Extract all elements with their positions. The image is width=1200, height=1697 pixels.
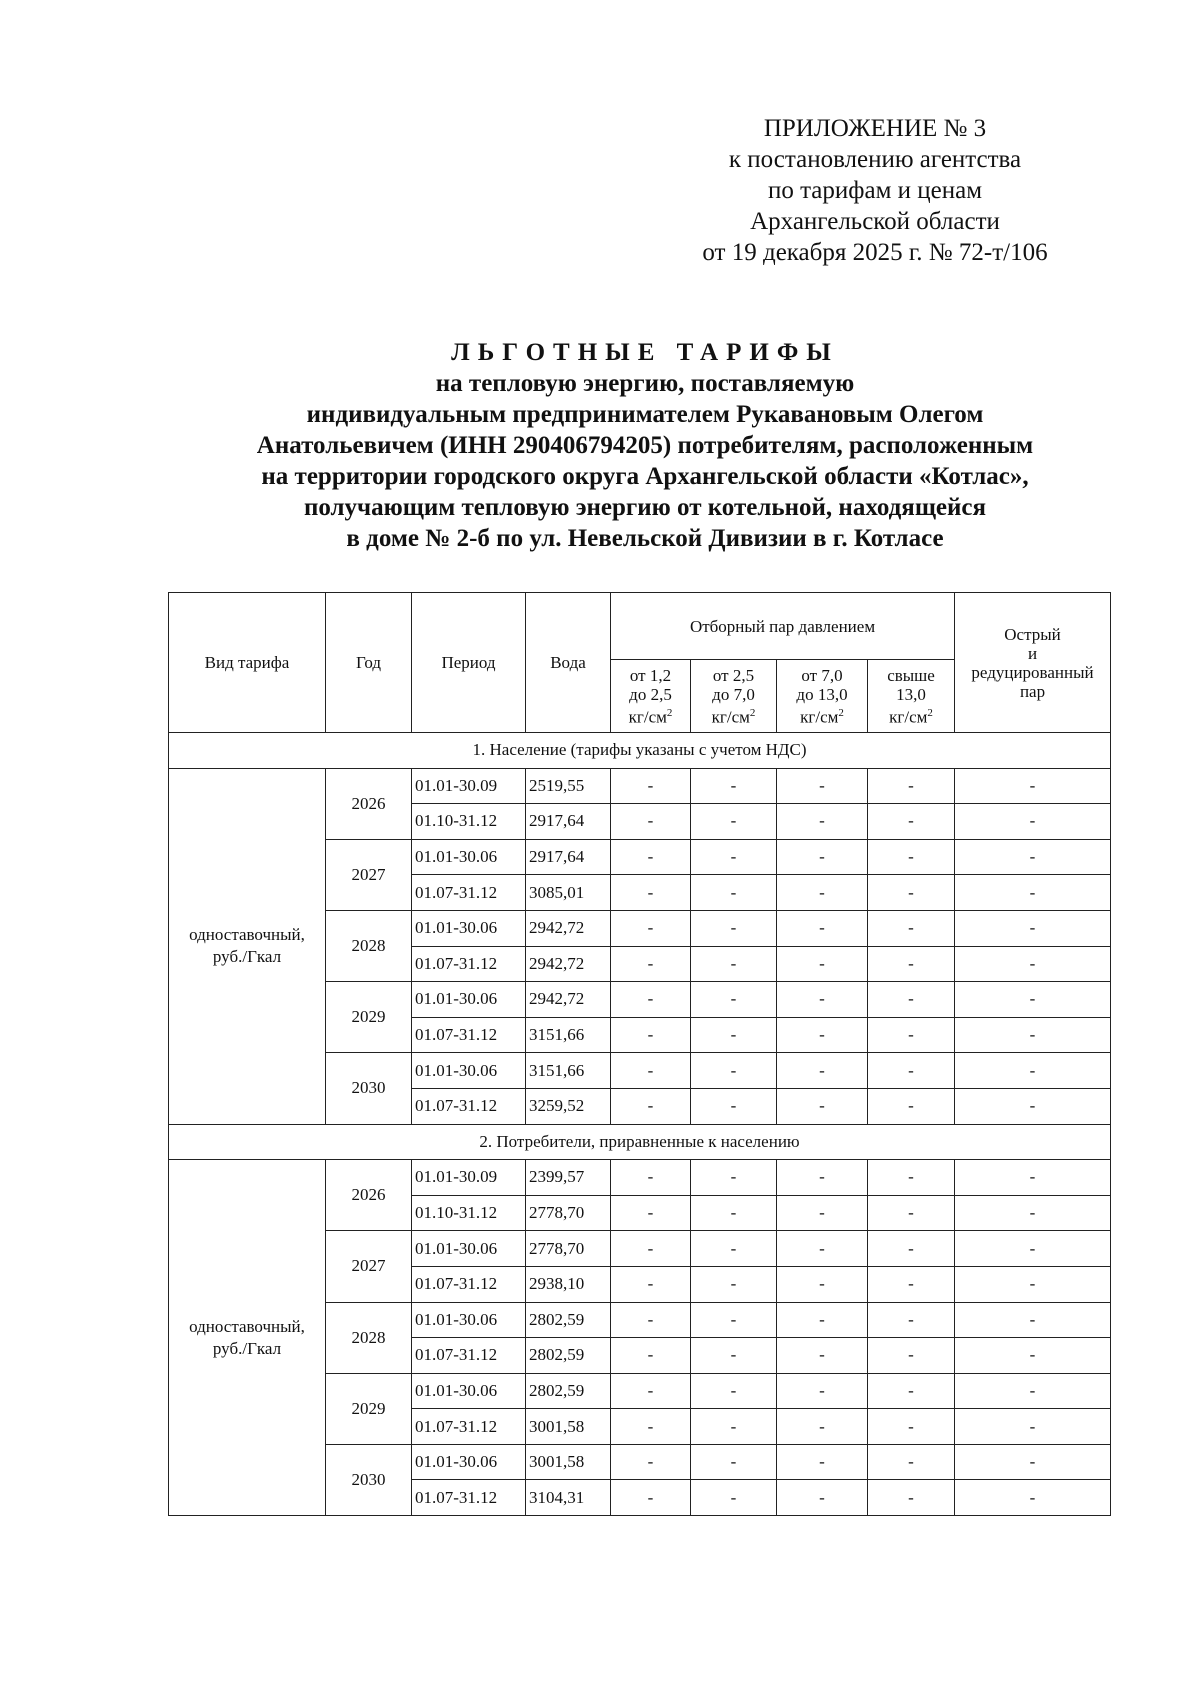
tariff-kind — [169, 1160, 326, 1516]
empty-tariff-cell: - — [777, 1444, 868, 1480]
year-cell: 2028 — [326, 910, 412, 981]
empty-tariff-cell: - — [691, 946, 777, 982]
empty-tariff-cell: - — [611, 804, 691, 840]
header-period: Период — [412, 593, 526, 733]
year-cell: 2027 — [326, 1231, 412, 1302]
empty-tariff-cell: - — [955, 1480, 1111, 1516]
empty-tariff-cell: - — [777, 839, 868, 875]
unit-sup: 2 — [927, 706, 933, 719]
empty-tariff-cell: - — [691, 1053, 777, 1089]
empty-tariff-cell: - — [777, 1195, 868, 1231]
empty-tariff-cell: - — [611, 1444, 691, 1480]
period-cell: 01.01-30.06 — [412, 1444, 526, 1480]
water-tariff-cell: 3085,01 — [526, 875, 611, 911]
empty-tariff-cell: - — [868, 1444, 955, 1480]
section-row — [169, 1124, 1111, 1160]
header-sharp-line: редуцированный — [971, 662, 1094, 682]
empty-tariff-cell: - — [691, 1444, 777, 1480]
year-cell: 2028 — [326, 1302, 412, 1373]
water-tariff-cell: 2802,59 — [526, 1302, 611, 1338]
empty-tariff-cell: - — [611, 982, 691, 1018]
empty-tariff-cell: - — [955, 1373, 1111, 1409]
year-cell: 2029 — [326, 1373, 412, 1444]
period-cell: 01.10-31.12 — [412, 804, 526, 840]
empty-tariff-cell: - — [955, 1444, 1111, 1480]
empty-tariff-cell: - — [691, 768, 777, 804]
header-sharp-steam — [955, 593, 1111, 733]
empty-tariff-cell: - — [611, 946, 691, 982]
header-year: Год — [326, 593, 412, 733]
water-tariff-cell: 2917,64 — [526, 839, 611, 875]
water-tariff-cell: 3259,52 — [526, 1088, 611, 1124]
empty-tariff-cell: - — [955, 1160, 1111, 1196]
unit-sup: 2 — [666, 706, 673, 719]
period-cell: 01.07-31.12 — [412, 1088, 526, 1124]
title-line: на территории городского округа Архангельской области «Котлас», — [261, 463, 1029, 490]
water-tariff-cell: 3151,66 — [526, 1053, 611, 1089]
empty-tariff-cell: - — [868, 1480, 955, 1516]
water-tariff-cell: 3151,66 — [526, 1017, 611, 1053]
year-cell: 2027 — [326, 839, 412, 910]
unit-text: кг/см — [711, 707, 750, 727]
empty-tariff-cell: - — [691, 1266, 777, 1302]
empty-tariff-cell: - — [955, 1302, 1111, 1338]
water-tariff-cell: 2942,72 — [526, 982, 611, 1018]
empty-tariff-cell: - — [611, 910, 691, 946]
water-tariff-cell: 2942,72 — [526, 946, 611, 982]
empty-tariff-cell: - — [955, 1338, 1111, 1374]
empty-tariff-cell: - — [955, 1088, 1111, 1124]
header-sharp-line: пар — [1019, 681, 1046, 701]
empty-tariff-cell: - — [611, 1373, 691, 1409]
empty-tariff-cell: - — [955, 1053, 1111, 1089]
water-tariff-cell: 2778,70 — [526, 1195, 611, 1231]
period-cell: 01.07-31.12 — [412, 946, 526, 982]
header-steam-line: до 2,5 — [629, 684, 672, 704]
empty-tariff-cell: - — [868, 982, 955, 1018]
empty-tariff-cell: - — [955, 1195, 1111, 1231]
header-steam-1 — [611, 660, 691, 733]
empty-tariff-cell: - — [777, 1266, 868, 1302]
water-tariff-cell: 2938,10 — [526, 1266, 611, 1302]
document-title — [150, 337, 1140, 554]
year-cell: 2029 — [326, 982, 412, 1053]
period-cell: 01.01-30.06 — [412, 839, 526, 875]
empty-tariff-cell: - — [777, 1480, 868, 1516]
empty-tariff-cell: - — [868, 839, 955, 875]
empty-tariff-cell: - — [955, 1231, 1111, 1267]
period-cell: 01.07-31.12 — [412, 1338, 526, 1374]
appendix-line: к постановлению агентства — [728, 146, 1022, 173]
appendix-line: Архангельской области — [750, 208, 1000, 235]
water-tariff-cell: 2942,72 — [526, 910, 611, 946]
empty-tariff-cell: - — [868, 1088, 955, 1124]
empty-tariff-cell: - — [691, 1373, 777, 1409]
empty-tariff-cell: - — [691, 1160, 777, 1196]
water-tariff-cell: 3001,58 — [526, 1409, 611, 1445]
empty-tariff-cell: - — [691, 1302, 777, 1338]
empty-tariff-cell: - — [955, 910, 1111, 946]
header-sharp-line: и — [1027, 643, 1038, 663]
table-row — [169, 768, 1111, 804]
empty-tariff-cell: - — [611, 839, 691, 875]
year-cell: 2030 — [326, 1444, 412, 1515]
empty-tariff-cell: - — [955, 1017, 1111, 1053]
unit-text: кг/см — [628, 707, 667, 727]
empty-tariff-cell: - — [611, 1231, 691, 1267]
empty-tariff-cell: - — [691, 804, 777, 840]
water-tariff-cell: 3104,31 — [526, 1480, 611, 1516]
empty-tariff-cell: - — [777, 910, 868, 946]
empty-tariff-cell: - — [777, 946, 868, 982]
empty-tariff-cell: - — [868, 1373, 955, 1409]
empty-tariff-cell: - — [868, 1302, 955, 1338]
header-steam-line: свыше — [887, 665, 935, 685]
tariff-table — [168, 592, 1111, 1516]
empty-tariff-cell: - — [868, 1017, 955, 1053]
empty-tariff-cell: - — [955, 946, 1111, 982]
header-unit — [693, 704, 774, 727]
title-heading: ЛЬГОТНЫЕ ТАРИФЫ — [451, 339, 839, 366]
water-tariff-cell: 2802,59 — [526, 1338, 611, 1374]
title-line: индивидуальным предпринимателем Рукавановым Олегом — [306, 401, 984, 428]
empty-tariff-cell: - — [777, 1338, 868, 1374]
title-line: Анатольевичем (ИНН 290406794205) потребителям, расположенным — [256, 432, 1034, 459]
empty-tariff-cell: - — [777, 1160, 868, 1196]
period-cell: 01.07-31.12 — [412, 1409, 526, 1445]
empty-tariff-cell: - — [691, 1338, 777, 1374]
empty-tariff-cell: - — [777, 1231, 868, 1267]
header-steam-line: 13,0 — [896, 684, 926, 704]
empty-tariff-cell: - — [691, 1195, 777, 1231]
header-steam-line: до 13,0 — [796, 684, 848, 704]
empty-tariff-cell: - — [868, 1266, 955, 1302]
empty-tariff-cell: - — [611, 1480, 691, 1516]
empty-tariff-cell: - — [777, 875, 868, 911]
header-steam-line: до 7,0 — [712, 684, 755, 704]
header-unit — [779, 704, 865, 727]
empty-tariff-cell: - — [955, 982, 1111, 1018]
empty-tariff-cell: - — [868, 1053, 955, 1089]
empty-tariff-cell: - — [777, 1088, 868, 1124]
tariff-kind-line: одноставочный, — [189, 925, 305, 945]
appendix-header — [600, 113, 1150, 268]
table-row — [169, 1160, 1111, 1196]
header-sharp-line: Острый — [1004, 624, 1061, 644]
unit-text: кг/см — [800, 707, 839, 727]
empty-tariff-cell: - — [611, 1302, 691, 1338]
header-steam-3 — [777, 660, 868, 733]
header-kind: Вид тарифа — [169, 593, 326, 733]
period-cell: 01.01-30.06 — [412, 910, 526, 946]
empty-tariff-cell: - — [868, 946, 955, 982]
empty-tariff-cell: - — [955, 1266, 1111, 1302]
empty-tariff-cell: - — [777, 804, 868, 840]
period-cell: 01.07-31.12 — [412, 875, 526, 911]
year-cell: 2026 — [326, 768, 412, 839]
empty-tariff-cell: - — [691, 910, 777, 946]
period-cell: 01.01-30.06 — [412, 1231, 526, 1267]
period-cell: 01.07-31.12 — [412, 1266, 526, 1302]
empty-tariff-cell: - — [955, 1409, 1111, 1445]
water-tariff-cell: 2917,64 — [526, 804, 611, 840]
empty-tariff-cell: - — [611, 1266, 691, 1302]
period-cell: 01.01-30.06 — [412, 1053, 526, 1089]
period-cell: 01.07-31.12 — [412, 1017, 526, 1053]
empty-tariff-cell: - — [777, 1302, 868, 1338]
header-steam-4 — [868, 660, 955, 733]
empty-tariff-cell: - — [777, 768, 868, 804]
empty-tariff-cell: - — [691, 1409, 777, 1445]
water-tariff-cell: 2399,57 — [526, 1160, 611, 1196]
empty-tariff-cell: - — [868, 804, 955, 840]
unit-text: кг/см — [889, 707, 928, 727]
water-tariff-cell: 2802,59 — [526, 1373, 611, 1409]
unit-sup: 2 — [838, 706, 844, 719]
title-line: в доме № 2-б по ул. Невельской Дивизии в г. Котласе — [346, 525, 944, 552]
section-title: 1. Население (тарифы указаны с учетом НДС) — [169, 733, 1111, 769]
empty-tariff-cell: - — [611, 1017, 691, 1053]
tariff-kind-unit: руб./Гкал — [212, 947, 282, 967]
empty-tariff-cell: - — [955, 768, 1111, 804]
appendix-line: по тарифам и ценам — [767, 177, 983, 204]
empty-tariff-cell: - — [868, 910, 955, 946]
empty-tariff-cell: - — [777, 1053, 868, 1089]
empty-tariff-cell: - — [955, 875, 1111, 911]
header-steam-line: от 1,2 — [629, 665, 672, 685]
period-cell: 01.01-30.09 — [412, 768, 526, 804]
header-unit — [613, 704, 688, 727]
tariff-kind-unit: руб./Гкал — [212, 1338, 282, 1358]
tariff-kind — [169, 768, 326, 1124]
unit-sup: 2 — [749, 706, 756, 719]
appendix-number: ПРИЛОЖЕНИЕ № 3 — [763, 115, 987, 142]
empty-tariff-cell: - — [691, 1088, 777, 1124]
tariff-kind-line: одноставочный, — [189, 1316, 305, 1336]
year-cell: 2026 — [326, 1160, 412, 1231]
empty-tariff-cell: - — [611, 768, 691, 804]
period-cell: 01.10-31.12 — [412, 1195, 526, 1231]
empty-tariff-cell: - — [611, 1338, 691, 1374]
empty-tariff-cell: - — [691, 875, 777, 911]
header-steam-group: Отборный пар давлением — [611, 593, 955, 660]
empty-tariff-cell: - — [955, 839, 1111, 875]
header-steam-line: от 7,0 — [801, 665, 843, 685]
empty-tariff-cell: - — [777, 1373, 868, 1409]
empty-tariff-cell: - — [611, 1409, 691, 1445]
period-cell: 01.01-30.06 — [412, 982, 526, 1018]
header-unit — [870, 704, 952, 727]
empty-tariff-cell: - — [691, 982, 777, 1018]
empty-tariff-cell: - — [777, 982, 868, 1018]
water-tariff-cell: 2519,55 — [526, 768, 611, 804]
empty-tariff-cell: - — [868, 1338, 955, 1374]
empty-tariff-cell: - — [611, 1088, 691, 1124]
period-cell: 01.07-31.12 — [412, 1480, 526, 1516]
title-line: получающим тепловую энергию от котельной, находящейся — [303, 494, 987, 521]
empty-tariff-cell: - — [691, 1017, 777, 1053]
empty-tariff-cell: - — [868, 768, 955, 804]
water-tariff-cell: 2778,70 — [526, 1231, 611, 1267]
appendix-date: от 19 декабря 2025 г. № 72-т/106 — [702, 239, 1048, 266]
empty-tariff-cell: - — [777, 1409, 868, 1445]
empty-tariff-cell: - — [868, 1231, 955, 1267]
section-title: 2. Потребители, приравненные к населению — [169, 1124, 1111, 1160]
section-row — [169, 733, 1111, 769]
empty-tariff-cell: - — [868, 1195, 955, 1231]
period-cell: 01.01-30.06 — [412, 1302, 526, 1338]
header-steam-2 — [691, 660, 777, 733]
empty-tariff-cell: - — [611, 875, 691, 911]
empty-tariff-cell: - — [868, 1160, 955, 1196]
empty-tariff-cell: - — [611, 1053, 691, 1089]
empty-tariff-cell: - — [611, 1195, 691, 1231]
empty-tariff-cell: - — [691, 1231, 777, 1267]
water-tariff-cell: 3001,58 — [526, 1444, 611, 1480]
empty-tariff-cell: - — [777, 1017, 868, 1053]
empty-tariff-cell: - — [611, 1160, 691, 1196]
header-water: Вода — [526, 593, 611, 733]
year-cell: 2030 — [326, 1053, 412, 1124]
empty-tariff-cell: - — [868, 1409, 955, 1445]
empty-tariff-cell: - — [955, 804, 1111, 840]
period-cell: 01.01-30.09 — [412, 1160, 526, 1196]
empty-tariff-cell: - — [868, 875, 955, 911]
header-steam-line: от 2,5 — [712, 665, 755, 685]
title-line: на тепловую энергию, поставляемую — [435, 370, 855, 397]
empty-tariff-cell: - — [691, 839, 777, 875]
period-cell: 01.01-30.06 — [412, 1373, 526, 1409]
empty-tariff-cell: - — [691, 1480, 777, 1516]
